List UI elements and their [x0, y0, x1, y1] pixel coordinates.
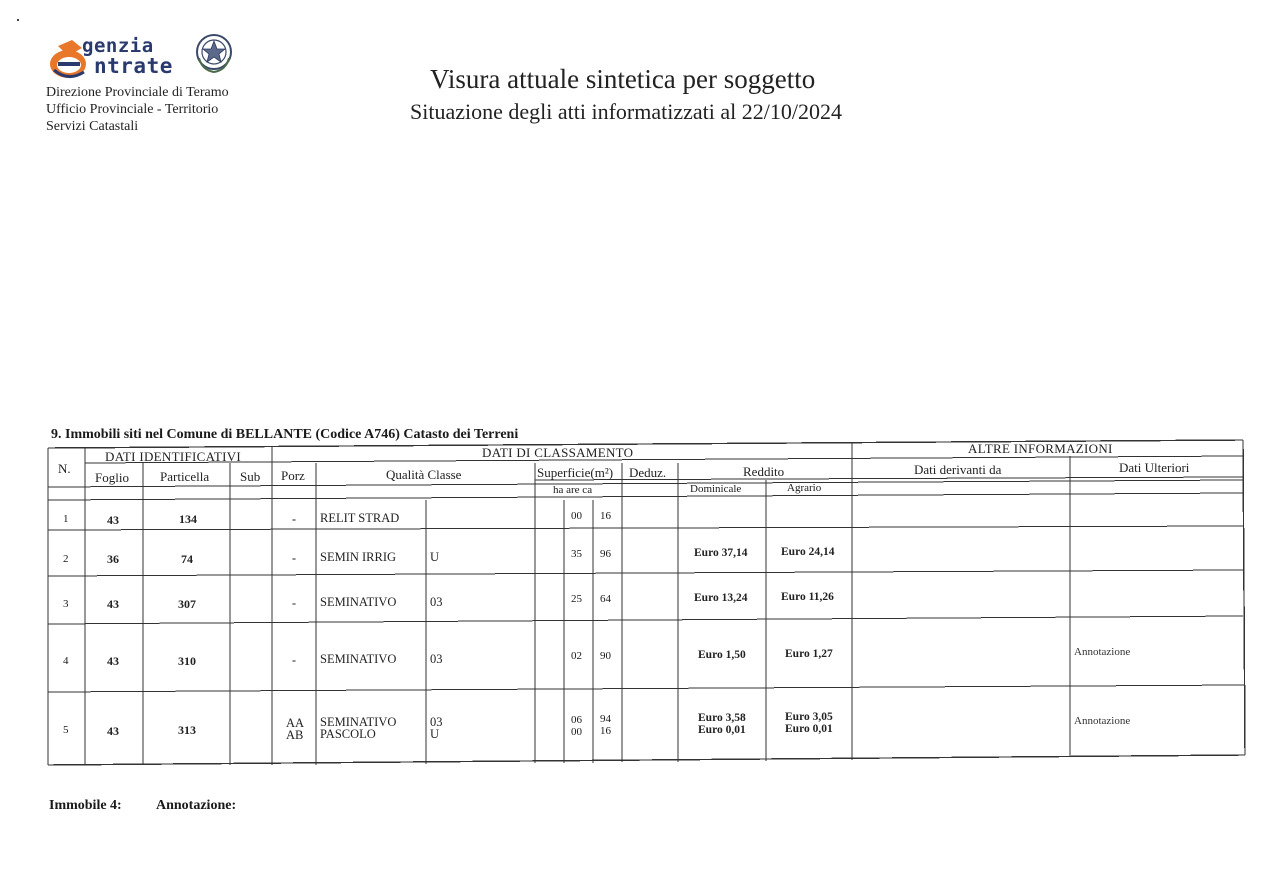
cell-agrario: Euro 24,14 — [781, 546, 835, 558]
cell-qualita: RELIT STRAD — [320, 511, 400, 525]
cell-qualita-2: PASCOLO — [320, 727, 376, 741]
group-header-altre: ALTRE INFORMAZIONI — [968, 441, 1113, 456]
cell-porz: AA — [286, 716, 305, 730]
cell-foglio: 43 — [107, 724, 119, 738]
cell-particella: 74 — [181, 552, 193, 566]
cell-ulteriori: Annotazione — [1074, 646, 1131, 658]
col-header-n: N. — [58, 461, 71, 476]
cell-foglio: 43 — [107, 654, 119, 668]
cell-dominicale-2: Euro 0,01 — [698, 724, 746, 736]
cell-agrario: Euro 11,26 — [781, 591, 834, 603]
cell-porz: - — [292, 596, 296, 610]
col-header-derivanti: Dati derivanti da — [914, 462, 1002, 477]
cell-ca: 94 — [600, 713, 611, 725]
col-header-dominicale: Dominicale — [690, 483, 742, 495]
col-header-agrario: Agrario — [787, 482, 822, 494]
cell-agrario: Euro 1,27 — [785, 648, 833, 660]
col-header-reddito: Reddito — [743, 464, 785, 479]
cell-are: 35 — [571, 548, 582, 560]
group-header-identificativi: DATI IDENTIFICATIVI — [105, 449, 242, 464]
col-header-superficie-units: ha are ca — [553, 484, 593, 496]
col-header-superficie: Superficie(m²) — [537, 465, 614, 480]
cell-are: 02 — [571, 650, 582, 662]
cell-dominicale: Euro 3,58 — [698, 712, 746, 724]
cell-qualita: SEMINATIVO — [320, 652, 397, 666]
cell-qualita: SEMINATIVO — [320, 715, 397, 729]
cell-dominicale: Euro 13,24 — [694, 592, 748, 604]
cell-ca: 64 — [600, 593, 611, 605]
cell-are: 06 — [571, 714, 582, 726]
cell-are: 00 — [571, 510, 582, 522]
cell-porz: - — [292, 551, 296, 565]
cell-are: 25 — [571, 593, 582, 605]
cell-n: 2 — [63, 553, 69, 565]
cell-classe: 03 — [430, 652, 443, 666]
cell-foglio: 36 — [107, 552, 119, 566]
col-header-foglio: Foglio — [95, 470, 129, 485]
cell-particella: 307 — [178, 597, 196, 611]
logo-text-agenzia: genzia — [82, 35, 154, 57]
cell-dominicale: Euro 37,14 — [694, 547, 748, 559]
cell-agrario-2: Euro 0,01 — [785, 723, 833, 735]
cell-n: 4 — [63, 655, 69, 667]
footer-value: Annotazione: — [156, 798, 237, 813]
col-header-deduz: Deduz. — [629, 465, 667, 480]
cell-ca-2: 16 — [600, 725, 611, 737]
cell-dominicale: Euro 1,50 — [698, 649, 746, 661]
cell-are-2: 00 — [571, 726, 582, 738]
logo-text-entrate: ntrate — [94, 54, 173, 78]
cell-classe: 03 — [430, 595, 443, 609]
cell-ca: 96 — [600, 548, 611, 560]
cell-agrario: Euro 3,05 — [785, 711, 833, 723]
col-header-ulteriori: Dati Ulteriori — [1119, 460, 1190, 475]
cell-foglio: 43 — [107, 597, 119, 611]
cell-classe: 03 — [430, 715, 443, 729]
cell-particella: 313 — [178, 723, 196, 737]
footer-label: Immobile 4: — [49, 798, 122, 813]
col-header-qualita: Qualità Classe — [386, 467, 462, 482]
footer-note — [49, 798, 236, 814]
cell-particella: 134 — [179, 512, 197, 526]
col-header-porz: Porz — [281, 468, 305, 483]
cell-porz: - — [292, 512, 296, 526]
col-header-sub: Sub — [240, 469, 261, 484]
cell-particella: 310 — [178, 654, 196, 668]
cell-qualita: SEMINATIVO — [320, 595, 397, 609]
document-title: Visura attuale sintetica per soggetto — [430, 64, 816, 94]
cell-n: 3 — [63, 598, 69, 610]
office-line: Direzione Provinciale di Teramo — [46, 85, 229, 100]
cell-classe: U — [430, 550, 440, 564]
cell-classe-2: U — [430, 727, 440, 741]
cell-n: 1 — [63, 513, 69, 525]
group-header-classamento: DATI DI CLASSAMENTO — [482, 445, 634, 460]
cell-qualita: SEMIN IRRIG — [320, 550, 397, 564]
office-line: Ufficio Provinciale - Territorio — [46, 102, 219, 117]
cell-ca: 16 — [600, 510, 611, 522]
cell-n: 5 — [63, 724, 69, 736]
col-header-particella: Particella — [160, 469, 210, 484]
document-subtitle: Situazione degli atti informatizzati al 22/10/2024 — [410, 99, 842, 124]
office-line: Servizi Catastali — [46, 119, 139, 134]
cell-foglio: 43 — [107, 513, 119, 527]
cell-ca: 90 — [600, 650, 611, 662]
cell-ulteriori: Annotazione — [1074, 715, 1131, 727]
cell-porz: - — [292, 653, 296, 667]
section-title: 9. Immobili siti nel Comune di BELLANTE (Codice A746) Catasto dei Terreni — [51, 427, 519, 442]
cell-porz-2: AB — [286, 728, 304, 742]
